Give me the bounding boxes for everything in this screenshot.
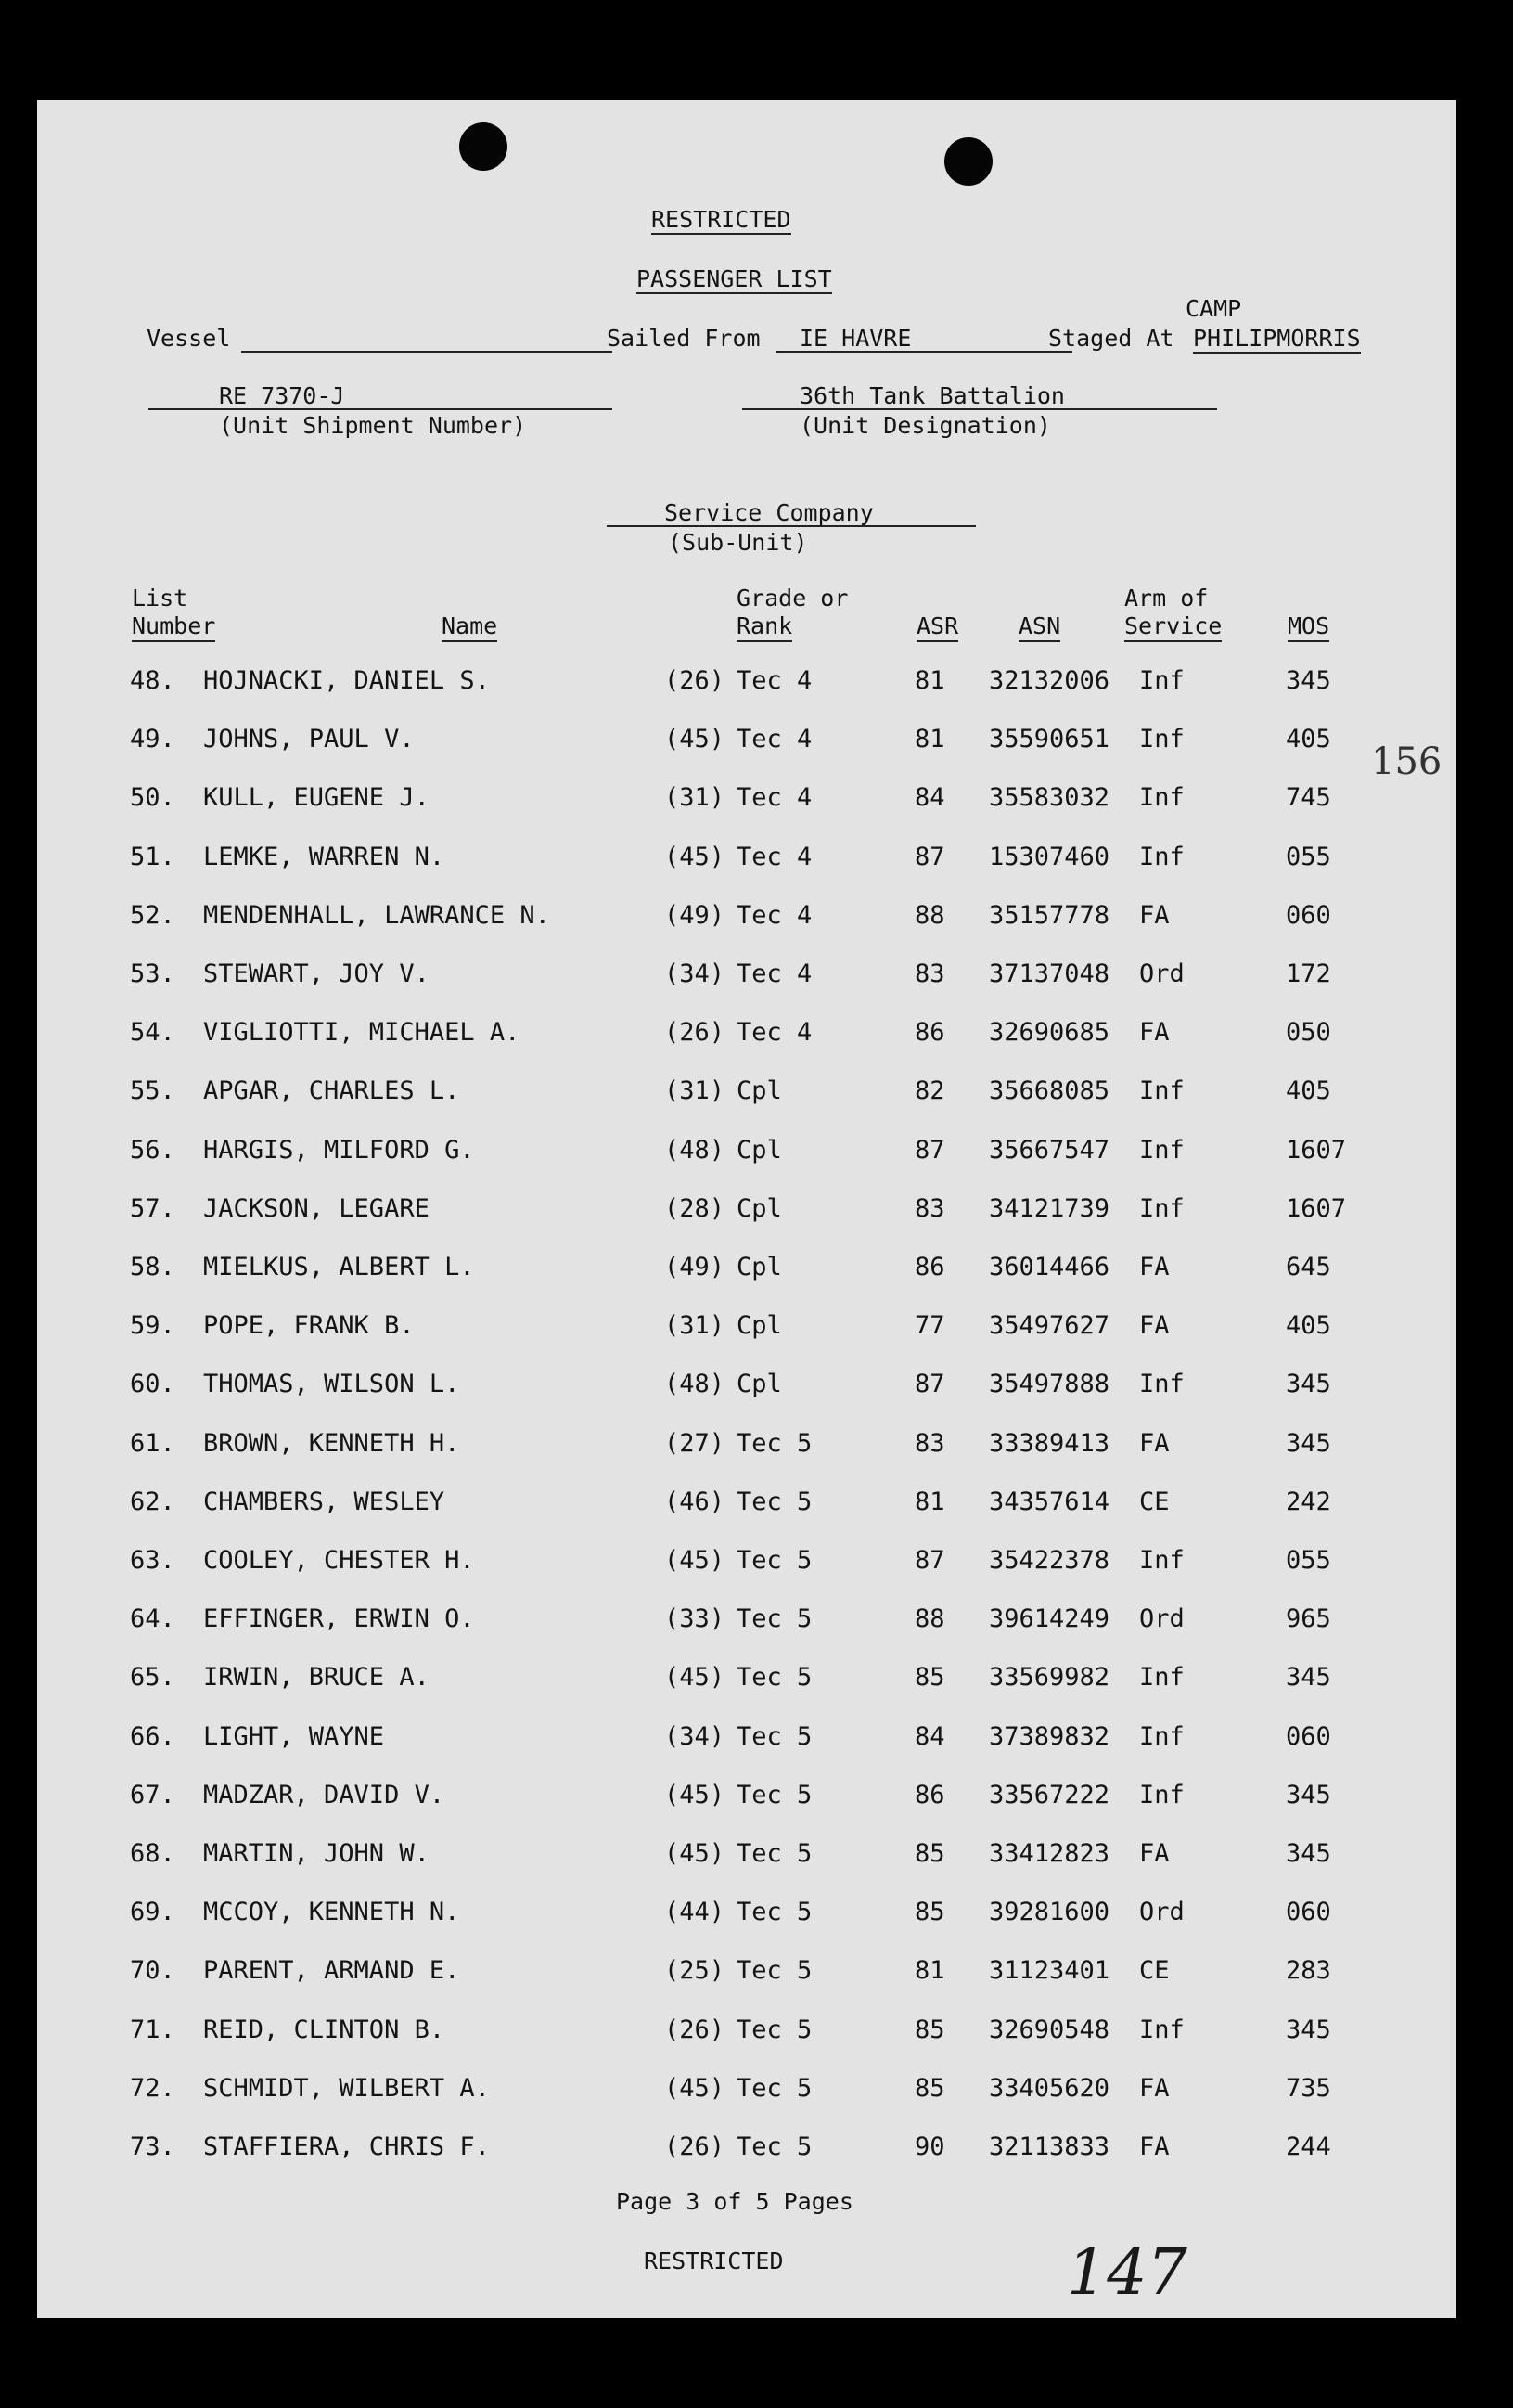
- unit-shipment-line: [148, 408, 612, 410]
- passenger-name: HOJNACKI, DANIEL S.: [203, 666, 490, 695]
- grade-rank: Tec 5: [737, 2132, 813, 2161]
- table-row: [37, 779, 1456, 817]
- table-row: [37, 1601, 1456, 1638]
- passenger-name: REID, CLINTON B.: [203, 2015, 445, 2044]
- mos-code: 735: [1286, 2073, 1331, 2103]
- asr-score: 85: [915, 1839, 945, 1868]
- asr-score: 77: [915, 1311, 945, 1341]
- grade-rank: Tec 5: [737, 1956, 813, 1986]
- punch-hole-right: [944, 137, 993, 186]
- list-number: 64.: [130, 1604, 175, 1634]
- passenger-name: VIGLIOTTI, MICHAEL A.: [203, 1018, 520, 1048]
- sailed-from-label: Sailed From: [607, 325, 761, 352]
- asr-score: 86: [915, 1018, 945, 1048]
- list-number: 58.: [130, 1253, 175, 1281]
- asr-score: 83: [915, 959, 945, 988]
- list-number: 73.: [130, 2132, 175, 2161]
- mos-code: 345: [1286, 1780, 1331, 1809]
- list-number: 59.: [130, 1311, 175, 1341]
- list-number: 49.: [130, 725, 175, 754]
- passenger-name: POPE, FRANK B.: [203, 1311, 415, 1341]
- arm-of-service: Inf: [1139, 1076, 1185, 1106]
- table-row: [37, 2129, 1456, 2166]
- mos-code: 405: [1286, 1311, 1331, 1341]
- arm-of-service: Inf: [1139, 1370, 1185, 1399]
- mos-code: 645: [1286, 1253, 1331, 1281]
- sailed-from-line: [776, 351, 1072, 353]
- asr-score: 88: [915, 900, 945, 930]
- table-row: [37, 1307, 1456, 1345]
- asn-number: 34121739: [989, 1193, 1110, 1223]
- mos-code: 345: [1286, 666, 1331, 695]
- age-code: (34): [664, 959, 725, 988]
- age-code: (45): [664, 1546, 725, 1575]
- age-code: (45): [664, 842, 725, 871]
- asr-score: 85: [915, 1898, 945, 1927]
- age-code: (26): [664, 2015, 725, 2044]
- asr-score: 84: [915, 1721, 945, 1751]
- age-code: (45): [664, 1780, 725, 1809]
- asn-number: 35590651: [989, 725, 1110, 754]
- table-row: [37, 663, 1456, 700]
- list-number: 72.: [130, 2073, 175, 2103]
- col-name: Name: [442, 612, 497, 642]
- list-number: 71.: [130, 2015, 175, 2044]
- passenger-name: MCCOY, KENNETH N.: [203, 1898, 460, 1927]
- grade-rank: Cpl: [737, 1253, 782, 1281]
- mos-code: 060: [1286, 1721, 1331, 1751]
- asr-score: 87: [915, 1370, 945, 1399]
- asn-number: 35583032: [989, 783, 1110, 813]
- asn-number: 31123401: [989, 1956, 1110, 1986]
- passenger-name: STEWART, JOY V.: [203, 959, 430, 988]
- staged-at-camp: CAMP: [1186, 295, 1242, 322]
- asn-number: 32132006: [989, 666, 1110, 695]
- passenger-name: BROWN, KENNETH H.: [203, 1428, 460, 1458]
- list-number: 67.: [130, 1780, 175, 1809]
- table-row: [37, 839, 1456, 876]
- passenger-name: STAFFIERA, CHRIS F.: [203, 2132, 490, 2161]
- unit-designation-line: [742, 408, 1217, 410]
- passenger-name: LEMKE, WARREN N.: [203, 842, 445, 871]
- mos-code: 745: [1286, 783, 1331, 813]
- passenger-name: MENDENHALL, LAWRANCE N.: [203, 900, 550, 930]
- staged-at-label: Staged At: [1048, 325, 1174, 352]
- sub-unit-caption: (Sub-Unit): [668, 529, 808, 556]
- mos-code: 050: [1286, 1018, 1331, 1048]
- passenger-name: CHAMBERS, WESLEY: [203, 1487, 445, 1516]
- asr-score: 87: [915, 842, 945, 871]
- asn-number: 35497627: [989, 1311, 1110, 1341]
- asn-number: 15307460: [989, 842, 1110, 871]
- col-grade: Grade or Rank: [737, 585, 848, 642]
- asr-score: 87: [915, 1546, 945, 1575]
- asn-number: 33405620: [989, 2073, 1110, 2103]
- grade-rank: Tec 5: [737, 2015, 813, 2044]
- arm-of-service: Inf: [1139, 1546, 1185, 1575]
- mos-code: 1607: [1286, 1193, 1347, 1223]
- age-code: (45): [664, 725, 725, 754]
- age-code: (45): [664, 1839, 725, 1868]
- table-row: [37, 1894, 1456, 1931]
- table-row: [37, 1719, 1456, 1756]
- table-row: [37, 1777, 1456, 1814]
- table-row: [37, 2012, 1456, 2049]
- list-number: 65.: [130, 1663, 175, 1693]
- age-code: (31): [664, 1311, 725, 1341]
- passenger-name: JOHNS, PAUL V.: [203, 725, 415, 754]
- list-number: 69.: [130, 1898, 175, 1927]
- passenger-name: IRWIN, BRUCE A.: [203, 1663, 430, 1693]
- grade-rank: Tec 4: [737, 725, 813, 754]
- asr-score: 88: [915, 1604, 945, 1634]
- arm-of-service: FA: [1139, 1018, 1170, 1048]
- asr-score: 81: [915, 1956, 945, 1986]
- list-number: 50.: [130, 783, 175, 813]
- sailed-from-value: IE HAVRE: [800, 325, 912, 352]
- table-row: [37, 1014, 1456, 1051]
- vessel-label: Vessel: [147, 325, 231, 352]
- list-number: 62.: [130, 1487, 175, 1516]
- table-row: [37, 721, 1456, 758]
- age-code: (45): [664, 1663, 725, 1693]
- mos-code: 345: [1286, 1370, 1331, 1399]
- arm-of-service: Inf: [1139, 1780, 1185, 1809]
- asn-number: 39614249: [989, 1604, 1110, 1634]
- age-code: (49): [664, 1253, 725, 1281]
- asn-number: 35668085: [989, 1076, 1110, 1106]
- asr-score: 85: [915, 2015, 945, 2044]
- document-page: [37, 100, 1456, 2318]
- staged-at-value: PHILIPMORRIS: [1193, 325, 1361, 352]
- grade-rank: Tec 4: [737, 1018, 813, 1048]
- asr-score: 81: [915, 1487, 945, 1516]
- grade-rank: Tec 5: [737, 1487, 813, 1516]
- arm-of-service: Inf: [1139, 1721, 1185, 1751]
- asn-number: 35157778: [989, 900, 1110, 930]
- list-number: 55.: [130, 1076, 175, 1106]
- asr-score: 81: [915, 666, 945, 695]
- table-row: [37, 1132, 1456, 1169]
- arm-of-service: FA: [1139, 1428, 1170, 1458]
- mos-code: 172: [1286, 959, 1331, 988]
- passenger-name: LIGHT, WAYNE: [203, 1721, 385, 1751]
- document-title: PASSENGER LIST: [636, 265, 832, 292]
- age-code: (49): [664, 900, 725, 930]
- grade-rank: Tec 5: [737, 1898, 813, 1927]
- mos-code: 1607: [1286, 1135, 1347, 1165]
- mos-code: 965: [1286, 1604, 1331, 1634]
- arm-of-service: Inf: [1139, 783, 1185, 813]
- grade-rank: Tec 4: [737, 666, 813, 695]
- table-row: [37, 1484, 1456, 1521]
- asr-score: 90: [915, 2132, 945, 2161]
- grade-rank: Cpl: [737, 1311, 782, 1341]
- list-number: 48.: [130, 666, 175, 695]
- col-asr: ASR: [917, 612, 958, 642]
- asn-number: 35422378: [989, 1546, 1110, 1575]
- asn-number: 34357614: [989, 1487, 1110, 1516]
- mos-code: 060: [1286, 900, 1331, 930]
- mos-code: 242: [1286, 1487, 1331, 1516]
- arm-of-service: Ord: [1139, 1604, 1185, 1634]
- arm-of-service: FA: [1139, 2132, 1170, 2161]
- list-number: 68.: [130, 1839, 175, 1868]
- list-number: 54.: [130, 1018, 175, 1048]
- stamped-page-number: 156: [1371, 740, 1442, 783]
- asn-number: 37137048: [989, 959, 1110, 988]
- table-row: [37, 1191, 1456, 1228]
- asn-number: 33569982: [989, 1663, 1110, 1693]
- asn-number: 33567222: [989, 1780, 1110, 1809]
- asr-score: 83: [915, 1193, 945, 1223]
- age-code: (45): [664, 2073, 725, 2103]
- table-row: [37, 1425, 1456, 1462]
- passenger-name: APGAR, CHARLES L.: [203, 1076, 460, 1106]
- grade-rank: Tec 5: [737, 1428, 813, 1458]
- passenger-name: MARTIN, JOHN W.: [203, 1839, 430, 1868]
- age-code: (28): [664, 1193, 725, 1223]
- grade-rank: Tec 5: [737, 1663, 813, 1693]
- arm-of-service: CE: [1139, 1487, 1170, 1516]
- list-number: 66.: [130, 1721, 175, 1751]
- arm-of-service: Inf: [1139, 725, 1185, 754]
- asr-score: 85: [915, 1663, 945, 1693]
- unit-shipment-number: RE 7370-J: [219, 382, 345, 409]
- list-number: 57.: [130, 1193, 175, 1223]
- passenger-name: MADZAR, DAVID V.: [203, 1780, 445, 1809]
- arm-of-service: Inf: [1139, 666, 1185, 695]
- asr-score: 86: [915, 1253, 945, 1281]
- passenger-name: HARGIS, MILFORD G.: [203, 1135, 475, 1165]
- arm-of-service: FA: [1139, 2073, 1170, 2103]
- asr-score: 81: [915, 725, 945, 754]
- vessel-blank-line: [241, 351, 612, 353]
- age-code: (33): [664, 1604, 725, 1634]
- mos-code: 345: [1286, 1663, 1331, 1693]
- unit-designation: 36th Tank Battalion: [800, 382, 1065, 409]
- unit-designation-caption: (Unit Designation): [800, 412, 1051, 439]
- punch-hole-left: [459, 122, 507, 171]
- table-row: [37, 1542, 1456, 1579]
- grade-rank: Tec 5: [737, 2073, 813, 2103]
- list-number: 51.: [130, 842, 175, 871]
- mos-code: 405: [1286, 725, 1331, 754]
- asr-score: 87: [915, 1135, 945, 1165]
- table-row: [37, 2070, 1456, 2107]
- arm-of-service: Inf: [1139, 1135, 1185, 1165]
- table-row: [37, 897, 1456, 934]
- list-number: 61.: [130, 1428, 175, 1458]
- arm-of-service: CE: [1139, 1956, 1170, 1986]
- asn-number: 33389413: [989, 1428, 1110, 1458]
- passenger-name: KULL, EUGENE J.: [203, 783, 430, 813]
- col-list-number: List Number: [132, 585, 215, 642]
- age-code: (27): [664, 1428, 725, 1458]
- grade-rank: Tec 4: [737, 959, 813, 988]
- table-row: [37, 1659, 1456, 1696]
- grade-rank: Cpl: [737, 1370, 782, 1399]
- age-code: (25): [664, 1956, 725, 1986]
- asn-number: 32690548: [989, 2015, 1110, 2044]
- asn-number: 33412823: [989, 1839, 1110, 1868]
- mos-code: 060: [1286, 1898, 1331, 1927]
- grade-rank: Tec 5: [737, 1546, 813, 1575]
- arm-of-service: Inf: [1139, 842, 1185, 871]
- arm-of-service: Ord: [1139, 1898, 1185, 1927]
- table-row: [37, 1366, 1456, 1403]
- asn-number: 35667547: [989, 1135, 1110, 1165]
- grade-rank: Cpl: [737, 1076, 782, 1106]
- table-row: [37, 956, 1456, 993]
- mos-code: 283: [1286, 1956, 1331, 1986]
- arm-of-service: Inf: [1139, 2015, 1185, 2044]
- list-number: 63.: [130, 1546, 175, 1575]
- table-row: [37, 1073, 1456, 1110]
- age-code: (26): [664, 1018, 725, 1048]
- restricted-heading-top: RESTRICTED: [651, 206, 791, 233]
- table-row: [37, 1952, 1456, 1989]
- mos-code: 345: [1286, 2015, 1331, 2044]
- list-number: 70.: [130, 1956, 175, 1986]
- age-code: (46): [664, 1487, 725, 1516]
- list-number: 52.: [130, 900, 175, 930]
- asr-score: 85: [915, 2073, 945, 2103]
- asn-number: 32690685: [989, 1018, 1110, 1048]
- mos-code: 244: [1286, 2132, 1331, 2161]
- passenger-name: JACKSON, LEGARE: [203, 1193, 430, 1223]
- asr-score: 83: [915, 1428, 945, 1458]
- asn-number: 39281600: [989, 1898, 1110, 1927]
- unit-shipment-caption: (Unit Shipment Number): [219, 412, 527, 439]
- grade-rank: Tec 5: [737, 1839, 813, 1868]
- mos-code: 055: [1286, 1546, 1331, 1575]
- grade-rank: Cpl: [737, 1135, 782, 1165]
- arm-of-service: Inf: [1139, 1193, 1185, 1223]
- col-asn: ASN: [1019, 612, 1060, 642]
- age-code: (48): [664, 1135, 725, 1165]
- grade-rank: Tec 4: [737, 900, 813, 930]
- sub-unit-line: [607, 525, 976, 527]
- passenger-name: MIELKUS, ALBERT L.: [203, 1253, 475, 1281]
- arm-of-service: FA: [1139, 1839, 1170, 1868]
- restricted-heading-bottom: RESTRICTED: [644, 2247, 784, 2274]
- asn-number: 37389832: [989, 1721, 1110, 1751]
- grade-rank: Tec 4: [737, 842, 813, 871]
- age-code: (31): [664, 1076, 725, 1106]
- age-code: (48): [664, 1370, 725, 1399]
- grade-rank: Tec 4: [737, 783, 813, 813]
- grade-rank: Cpl: [737, 1193, 782, 1223]
- arm-of-service: FA: [1139, 900, 1170, 930]
- passenger-name: THOMAS, WILSON L.: [203, 1370, 460, 1399]
- arm-of-service: FA: [1139, 1311, 1170, 1341]
- asr-score: 86: [915, 1780, 945, 1809]
- sub-unit-value: Service Company: [664, 499, 874, 526]
- grade-rank: Tec 5: [737, 1780, 813, 1809]
- col-arm-of-service: Arm of Service: [1124, 585, 1222, 642]
- table-row: [37, 1249, 1456, 1286]
- arm-of-service: Ord: [1139, 959, 1185, 988]
- asr-score: 84: [915, 783, 945, 813]
- passenger-name: PARENT, ARMAND E.: [203, 1956, 460, 1986]
- age-code: (31): [664, 783, 725, 813]
- arm-of-service: Inf: [1139, 1663, 1185, 1693]
- handwritten-number: 147: [1067, 2236, 1187, 2310]
- passenger-name: SCHMIDT, WILBERT A.: [203, 2073, 490, 2103]
- grade-rank: Tec 5: [737, 1604, 813, 1634]
- table-row: [37, 1835, 1456, 1873]
- mos-code: 055: [1286, 842, 1331, 871]
- mos-code: 345: [1286, 1428, 1331, 1458]
- list-number: 56.: [130, 1135, 175, 1165]
- list-number: 53.: [130, 959, 175, 988]
- asn-number: 32113833: [989, 2132, 1110, 2161]
- arm-of-service: FA: [1139, 1253, 1170, 1281]
- passenger-name: COOLEY, CHESTER H.: [203, 1546, 475, 1575]
- col-mos: MOS: [1288, 612, 1329, 642]
- mos-code: 345: [1286, 1839, 1331, 1868]
- list-number: 60.: [130, 1370, 175, 1399]
- age-code: (26): [664, 2132, 725, 2161]
- grade-rank: Tec 5: [737, 1721, 813, 1751]
- mos-code: 405: [1286, 1076, 1331, 1106]
- age-code: (34): [664, 1721, 725, 1751]
- asn-number: 35497888: [989, 1370, 1110, 1399]
- passenger-name: EFFINGER, ERWIN O.: [203, 1604, 475, 1634]
- age-code: (44): [664, 1898, 725, 1927]
- asr-score: 82: [915, 1076, 945, 1106]
- page-indicator: Page 3 of 5 Pages: [616, 2188, 853, 2215]
- asn-number: 36014466: [989, 1253, 1110, 1281]
- age-code: (26): [664, 666, 725, 695]
